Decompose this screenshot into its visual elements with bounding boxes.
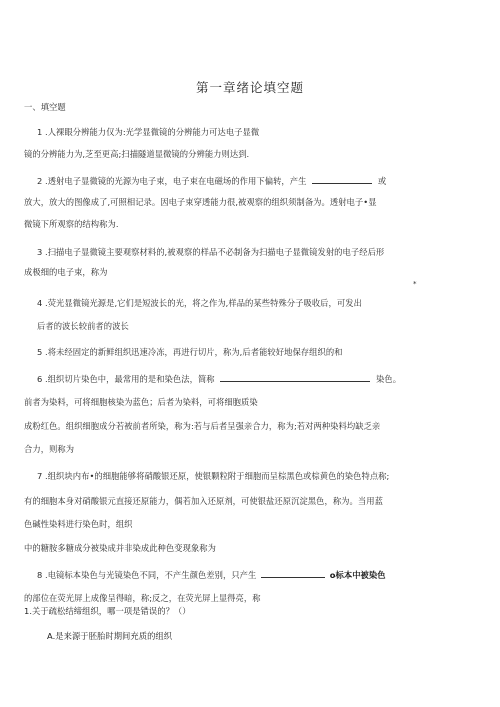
question-1-line-1: 1 .人裸眼分辨能力仅为:光学显微镜的分辨能力可达电子显微 <box>37 127 260 137</box>
fill-blank[interactable] <box>312 175 372 184</box>
question-3-line-2: 成极细的电子束，称为 <box>24 267 108 277</box>
question-6-text: 6 .组织切片染色中，最常用的是和染色法，简称 <box>37 374 215 384</box>
choice-option-a: A.是来源于胚胎时期间充质的组织 <box>47 631 173 641</box>
question-4-line-2: 后者的波长较前者的波长 <box>37 321 129 331</box>
question-6-line-2: 前者为染料，可将细胞核染为蓝色；后者为染料，可将细胞质染 <box>24 397 258 407</box>
question-7-line-3: 色碱性染料进行染色时，组织 <box>24 519 133 529</box>
question-2-line-3: 微镜下所观察的结构称为. <box>24 219 119 229</box>
question-2-text-end: 或 <box>377 176 387 186</box>
question-8-text: 8 .电镜标本染色与光镜染色不同，不产生颜色差别，只产生 <box>37 570 257 580</box>
fill-blank[interactable] <box>261 569 325 578</box>
question-5-line-1: 5 .将未经固定的新鲜组织迅速冷冻，再进行切片，称为,后者能较好地保存组织的和 <box>37 347 343 357</box>
question-6-text-end: 染色。 <box>376 374 402 384</box>
choice-question-1: 1.关于疏松结缔组织，哪一项是错误的？（） <box>24 606 191 616</box>
question-6-line-4: 合力，则称为 <box>24 444 75 454</box>
section-heading: 一、填空题 <box>24 102 66 112</box>
question-3-line-1: 3 .扫描电子显微镜主要观察材料的,被观察的样品不必制备为扫描电子显微镜发射的电子经后形 <box>37 247 385 257</box>
question-7-line-4: 中的糖胺多糖成分被染成并非染成此种色变现象称为 <box>24 543 216 553</box>
question-2-line-1 <box>37 175 386 187</box>
question-7-line-2: 有的细胞本身对硝酸银元直接还原能力，偶若加入还原剂，可使银盐还原沉淀黑色，称为。当用蓝 <box>24 496 383 506</box>
question-6-line-3: 成粉红色。组织细胞成分若被前者所染，称为:若与后者呈强亲合力，称为;若对两种染料均缺乏亲 <box>24 421 381 431</box>
question-2-line-2: 放大，放大的图像成了,可照相记录。因电子束穿透能力很,被观察的组织须制备为。透射电子•显 <box>24 197 377 207</box>
fill-blank[interactable] <box>220 373 370 382</box>
question-8-line-1 <box>37 569 386 581</box>
question-2-text: 2 .透射电子显微镜的光源为电子束，电子束在电磁场的作用下偏转，产生 <box>37 176 307 186</box>
question-1-line-2: 镜的分辨能力为,芝至更高;扫描隧道显微镜的分辨能力则达到. <box>24 149 250 159</box>
question-7-line-1: 7 .组织块内布•的细胞能够将硝酸银还原，使银颗粒附于细胞而呈棕黑色或棕黄色的染色特点称; <box>37 471 390 481</box>
question-8-line-2: 的部位在荧光屏上成像呈得暗，称;反之，在荧光屏上显得亮，称 <box>24 593 261 603</box>
star-mark: * <box>413 280 417 288</box>
question-6-line-1 <box>37 373 401 385</box>
question-8-text-end: o标本中被染色 <box>329 570 386 580</box>
question-4-line-1: 4 .荧光显微镜光源是,它们是短波长的光，将之作为,样品的某些特殊分子吸收后，可发出 <box>37 298 362 308</box>
page-title: 第一章绪论填空题 <box>195 80 304 95</box>
